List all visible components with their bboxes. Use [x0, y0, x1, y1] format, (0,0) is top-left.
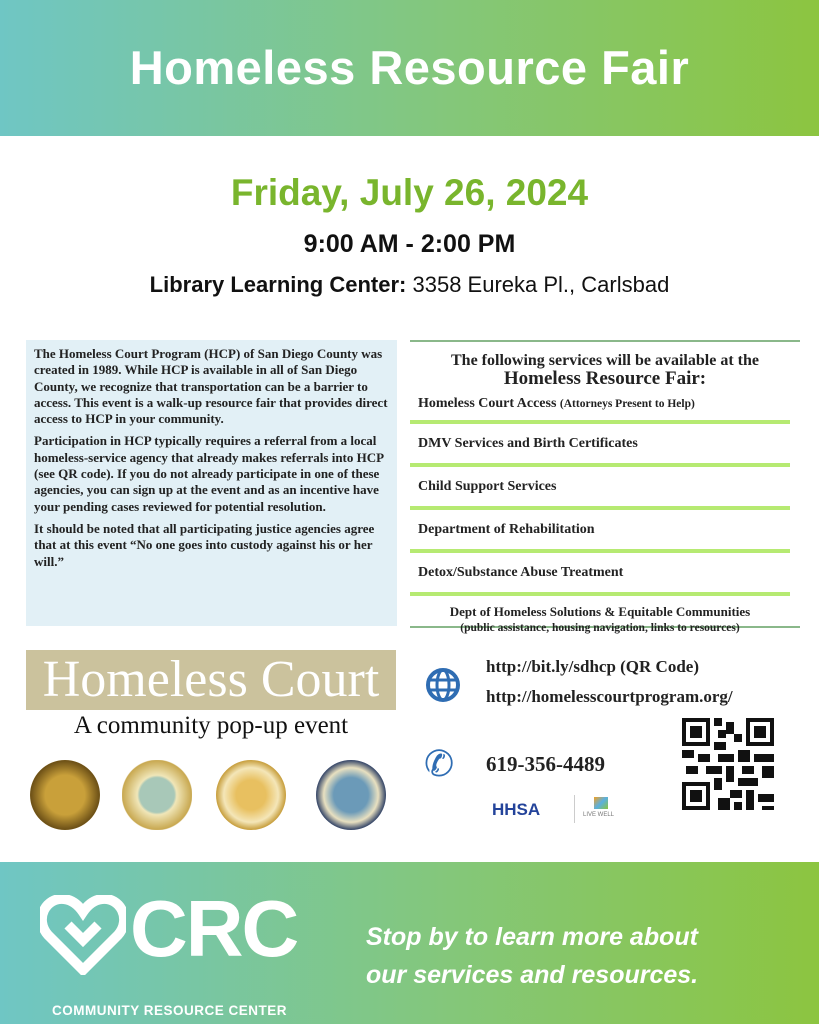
services-title: Homeless Resource Fair:: [503, 368, 707, 389]
address: 3358 Eureka Pl., Carlsbad: [412, 272, 670, 297]
event-time: 9:00 AM - 2:00 PM: [303, 230, 516, 258]
crc-logo: [40, 884, 298, 1018]
venue: Library Learning Center:: [149, 272, 407, 297]
live-well-logo: LIVE WELL: [583, 812, 615, 818]
event-location: [0, 272, 819, 298]
county-seal: [30, 760, 100, 830]
district-attorney-seal: [316, 760, 386, 830]
website-link[interactable]: http://homelesscourtprogram.org/: [486, 687, 733, 706]
phone-icon: ✆: [424, 743, 455, 784]
phone-number[interactable]: 619-356-4489: [486, 752, 605, 776]
logo-subtitle: A community pop-up event: [73, 712, 349, 739]
service-item: Detox/Substance Abuse Treatment: [410, 553, 790, 596]
crc-brand-sub: COMMUNITY RESOURCE CENTER: [52, 1003, 288, 1018]
page-title: Homeless Resource Fair: [129, 41, 690, 94]
crc-brand: CRC: [130, 884, 298, 973]
service-item: Homeless Court Access (Attorneys Present to Help): [410, 388, 790, 424]
services-box: [410, 340, 800, 634]
qr-link[interactable]: http://bit.ly/sdhcp (QR Code): [486, 657, 699, 676]
header-banner: [0, 0, 819, 136]
about-paragraph: It should be noted that all participating justice agencies agree that at this event “No one goes into custody against his or her will.”: [34, 520, 375, 569]
service-item: Child Support Services: [410, 467, 790, 510]
city-seal: [216, 760, 286, 830]
qr-code[interactable]: [682, 718, 774, 810]
globe-icon: [425, 667, 461, 703]
homeless-court-logo: Homeless Court: [26, 650, 396, 710]
about-paragraph: Participation in HCP typically requires a referral from a local homeless-service agency that already makes referrals into HCP (see QR code). If you do not already participate in one of these agencies, you can sign up at the event and as an incentive have your pending cases reviewed for potential resolution.: [34, 433, 384, 514]
about-box: [26, 340, 397, 626]
service-item: DMV Services and Birth Certificates: [410, 424, 790, 467]
tagline: Stop by to learn more about our services and resources.: [366, 923, 699, 989]
live-well-icon: [594, 797, 608, 809]
service-item: Department of Rehabilitation: [410, 510, 790, 553]
services-intro: The following services will be available at the: [451, 352, 759, 369]
hhsa-logo: HHSA: [492, 800, 541, 819]
divider: [574, 795, 575, 823]
event-date: Friday, July 26, 2024: [230, 172, 589, 213]
public-defender-seal: [122, 760, 192, 830]
service-item: Dept of Homeless Solutions & Equitable Communities (public assistance, housing navigation, links to resources): [449, 604, 751, 634]
heart-icon: [40, 895, 126, 975]
about-paragraph: The Homeless Court Program (HCP) of San Diego County was created in 1989. While HCP is available in all of San Diego County, we recognize that transportation can be a barrier to access. This event is a walk-up resource fair that provides direct access to HCP in your community.: [34, 346, 388, 427]
